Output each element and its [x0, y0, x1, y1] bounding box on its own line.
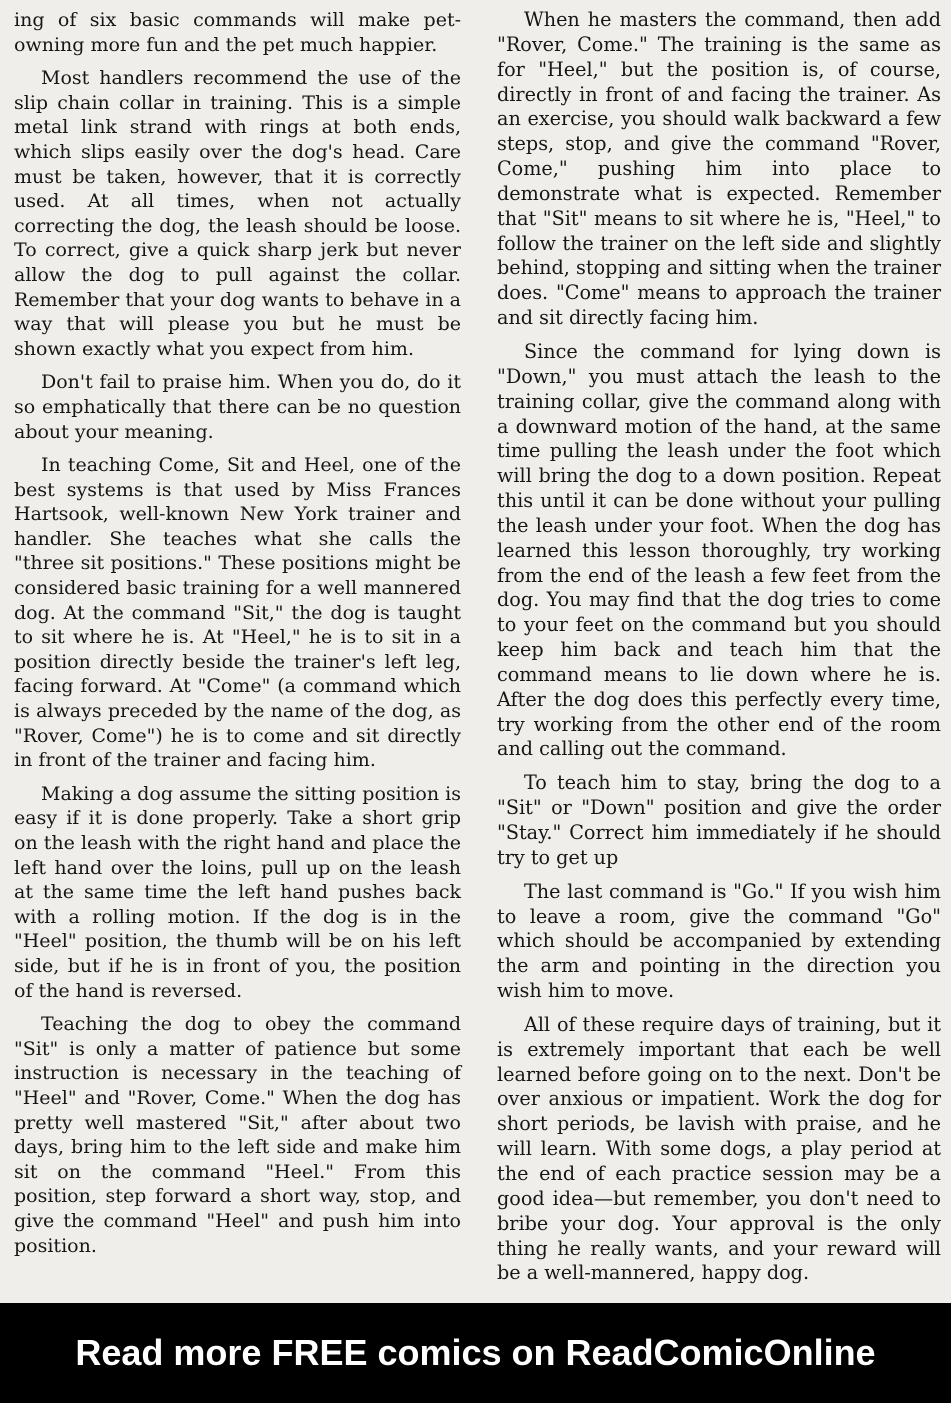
paragraph-go-command: The last command is "Go." If you wish him to leave a room, give the command "Go" which should be accompanied by extending the arm and pointing in the direction you wish him to move.: [497, 879, 941, 1003]
promo-banner-text[interactable]: Read more FREE comics on ReadComicOnline: [75, 1332, 876, 1373]
paragraph-stay-command: To teach him to stay, bring the dog to a "Sit" or "Down" position and give the order "Stay." Correct him immediately if he should try to get up: [497, 771, 941, 869]
paragraph-rover-come: When he masters the command, then add "Rover, Come." The training is the same as for "Heel," but the position is, of course, directly in front of and facing the trainer. As an exercise, you should walk backward a few steps, stop, and give the command "Rover, Come," pushing him into place to demonstrate what is expected. Remember that "Sit" means to sit where he is, "Heel," to follow the trainer on the left side and slightly behind, stopping and sitting when the trainer does. "Come" means to approach the trainer and sit directly facing him.: [497, 8, 941, 330]
paragraph-conclusion: All of these require days of training, but it is extremely important that each be well learned before going on to the next. Don't be over anxious or impatient. Work the dog for short periods, be lavish with praise, and he will learn. With some dogs, a play period at the end of each practice session may be a good idea—but remember, you don't need to bribe your dog. Your approval is the only thing he really wants, and your reward will be a well-mannered, happy dog.: [497, 1012, 941, 1285]
article-left-column: [14, 8, 461, 1267]
paragraph-down-command: Since the command for lying down is "Down," you must attach the leash to the training collar, give the command along with a downward motion of the hand, at the same time pulling the leash under the foot which will bring the dog to a down position. Repeat this until it can be done without your pulling the leash under your foot. When the dog has learned this lesson thoroughly, try working from the end of the leash a few feet from the dog. You may find that the dog tries to come to your feet on the command but you should keep him back and teach him that the command means to lie down where he is. After the dog does this perfectly every time, try working from the other end of the room and calling out the command.: [497, 339, 941, 761]
article-right-column: [497, 8, 941, 1295]
promo-banner[interactable]: [0, 1303, 951, 1403]
paragraph-teaching-sit: Teaching the dog to obey the command "Sit" is only a matter of patience but some instruction is necessary in the teaching of "Heel" and "Rover, Come." When the dog has pretty well mastered "Sit," after about two days, bring him to the left side and make him sit on the command "Heel." From this position, step forward a short way, stop, and give the command "Heel" and push him into position.: [14, 1013, 461, 1257]
paragraph-three-sit-positions: In teaching Come, Sit and Heel, one of the best systems is that used by Miss Frances Hartsook, well-known New York trainer and handler. She teaches what she calls the "three sit positions." These positions might be considered basic training for a well mannered dog. At the command "Sit," the dog is taught to sit where he is. At "Heel," he is to sit in a position directly beside the trainer's left leg, facing forward. At "Come" (a command which is always preceded by the name of the dog, as "Rover, Come") he is to come and sit directly in front of the trainer and facing him.: [14, 454, 461, 772]
paragraph-sitting-position: Making a dog assume the sitting position is easy if it is done properly. Take a short grip on the leash with the right hand and place the left hand over the loins, pull up on the leash at the same time the left hand pushes back with a rolling motion. If the dog is in the "Heel" position, the thumb will be on his left side, but if he is in front of you, the position of the hand is reversed.: [14, 782, 461, 1002]
paragraph-continued-intro: ing of six basic commands will make pet-owning more fun and the pet much happier.: [14, 9, 461, 56]
paragraph-slip-chain-collar: Most handlers recommend the use of the slip chain collar in training. This is a simple metal link strand with rings at both ends, which slips easily over the dog's head. Care must be taken, however, that it is correctly used. At all times, when not actually correcting the dog, the leash should be loose. To correct, give a quick sharp jerk but never allow the dog to pull against the collar. Remember that your dog wants to behave in a way that will please you but he must be shown exactly what you expect from him.: [14, 67, 461, 360]
paragraph-praise: Don't fail to praise him. When you do, do it so emphatically that there can be no question about your meaning.: [14, 371, 461, 443]
